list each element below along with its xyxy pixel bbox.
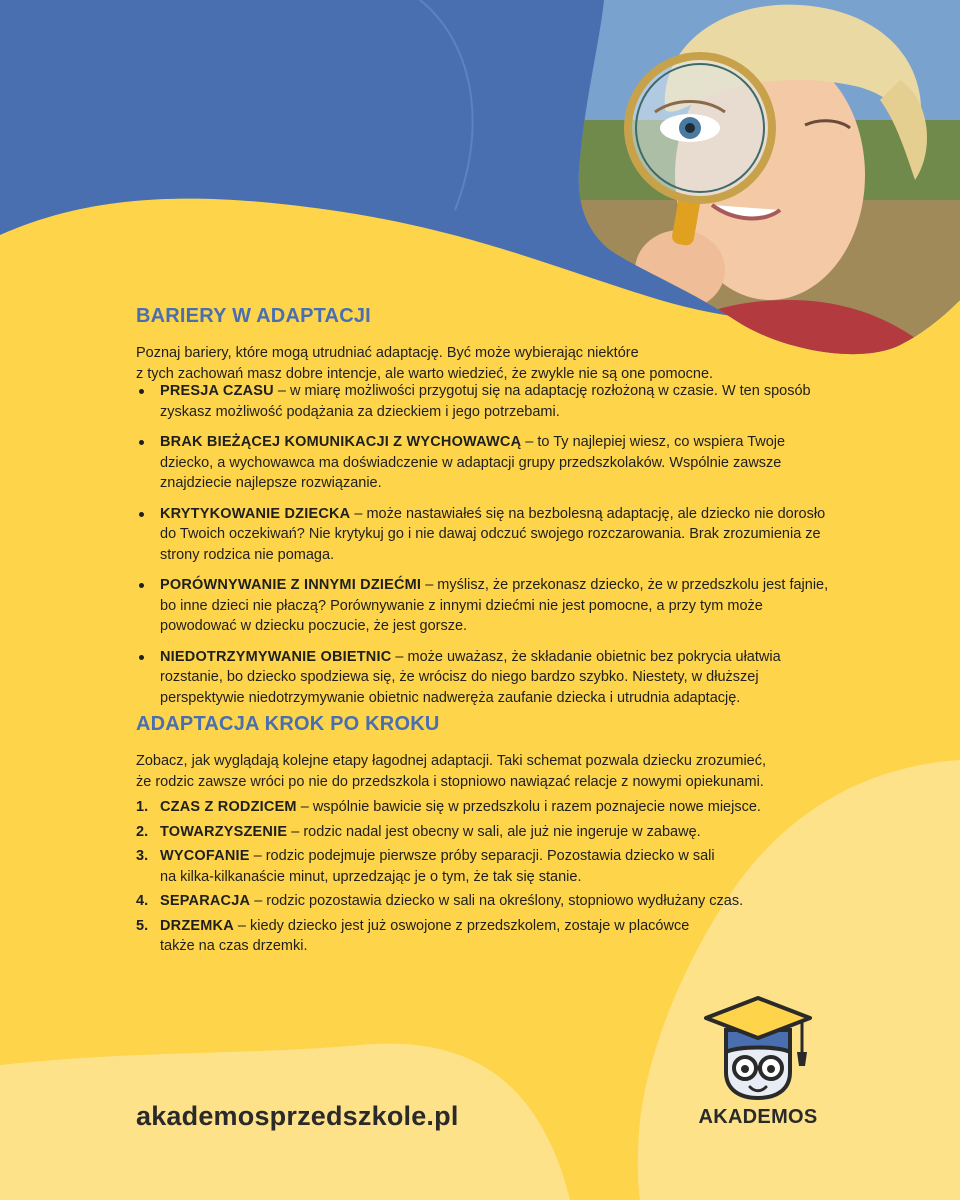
- step-item: 3. WYCOFANIE – rodzic podejmuje pierwsze próby separacji. Pozostawia dziecko w sali na kilka-kilkanaście minut, uprzedzając je o tym, że tak się stanie.: [136, 848, 715, 885]
- section-intro-barriers: Poznaj bariery, które mogą utrudniać adaptację. Być może wybierając niektóre z tych zachowań masz dobre intencje, ale warto wiedzieć, że zwykle nie są one pomocne.: [136, 345, 714, 382]
- step-item: 1. CZAS Z RODZICEM – wspólnie bawicie się w przedszkolu i razem poznajecie nowe miejsce.: [136, 799, 761, 815]
- barriers-list: [136, 381, 836, 718]
- list-item: PRESJA CZASU – w miarę możliwości przygotuj się na adaptację rozłożoną w czasie. W ten sposób zyskasz możliwość podążania za dzieckiem i jego potrzebami.: [136, 381, 836, 422]
- list-item: BRAK BIEŻĄCEJ KOMUNIKACJI Z WYCHOWAWCĄ – to Ty najlepiej wiesz, co wspiera Twoje dziecko, a wychowawca ma doświadczenie w adaptacji grupy przedszkolaków. Wspólnie zawsze znajdziecie najlepsze rozwiązanie.: [136, 432, 836, 494]
- owl-graduate-icon: [698, 994, 818, 1104]
- akademos-logo: [688, 994, 828, 1134]
- steps-list: [136, 797, 836, 961]
- section-title-steps: ADAPTACJA KROK PO KROKU: [136, 713, 440, 735]
- step-item: 4. SEPARACJA – rodzic pozostawia dziecko w sali na określony, stopniowo wydłużany czas.: [136, 893, 744, 909]
- section-intro-steps: Zobacz, jak wyglądają kolejne etapy łagodnej adaptacji. Taki schemat pozwala dziecku zrozumieć, że rodzic zawsze wróci po nie do przedszkola i stopniowo nawiązać relacje z nowymi opiekunami.: [136, 753, 767, 790]
- brand-name: AKADEMOS: [698, 1106, 818, 1128]
- website-link[interactable]: akademosprzedszkole.pl: [136, 1101, 459, 1131]
- section-title-barriers: BARIERY W ADAPTACJI: [136, 305, 371, 327]
- step-item: 2. TOWARZYSZENIE – rodzic nadal jest obecny w sali, ale już nie ingeruje w zabawę.: [136, 823, 701, 840]
- list-item: NIEDOTRZYMYWANIE OBIETNIC – może uważasz, że składanie obietnic bez pokrycia ułatwia rozstanie, bo dziecko spodziewa się, że wrócisz do niego bardzo szybko. Niestety, w dłuższej perspektywie niedotrzymywanie obietnic nadweręża zaufanie dziecka i utrudnia adaptację.: [136, 647, 836, 709]
- list-item: PORÓWNYWANIE Z INNYMI DZIEĆMI – myślisz, że przekonasz dziecko, że w przedszkolu jest fajnie, bo inne dzieci nie płaczą? Porównywanie z innymi dziećmi nie jest pomocne, a przy tym może powodować w dziecku poczucie, że jest gorsze.: [136, 575, 836, 637]
- list-item: KRYTYKOWANIE DZIECKA – może nastawiałeś się na bezbolesną adaptację, ale dziecko nie dorosło do Twoich oczekiwań? Nie krytykuj go i nie dawaj odczuć swojego rozczarowania. Brak zrozumienia ze strony rodzica nie pomaga.: [136, 504, 836, 566]
- step-item: 5. DRZEMKA – kiedy dziecko jest już oswojone z przedszkolem, zostaje w placówce także na czas drzemki.: [136, 917, 690, 954]
